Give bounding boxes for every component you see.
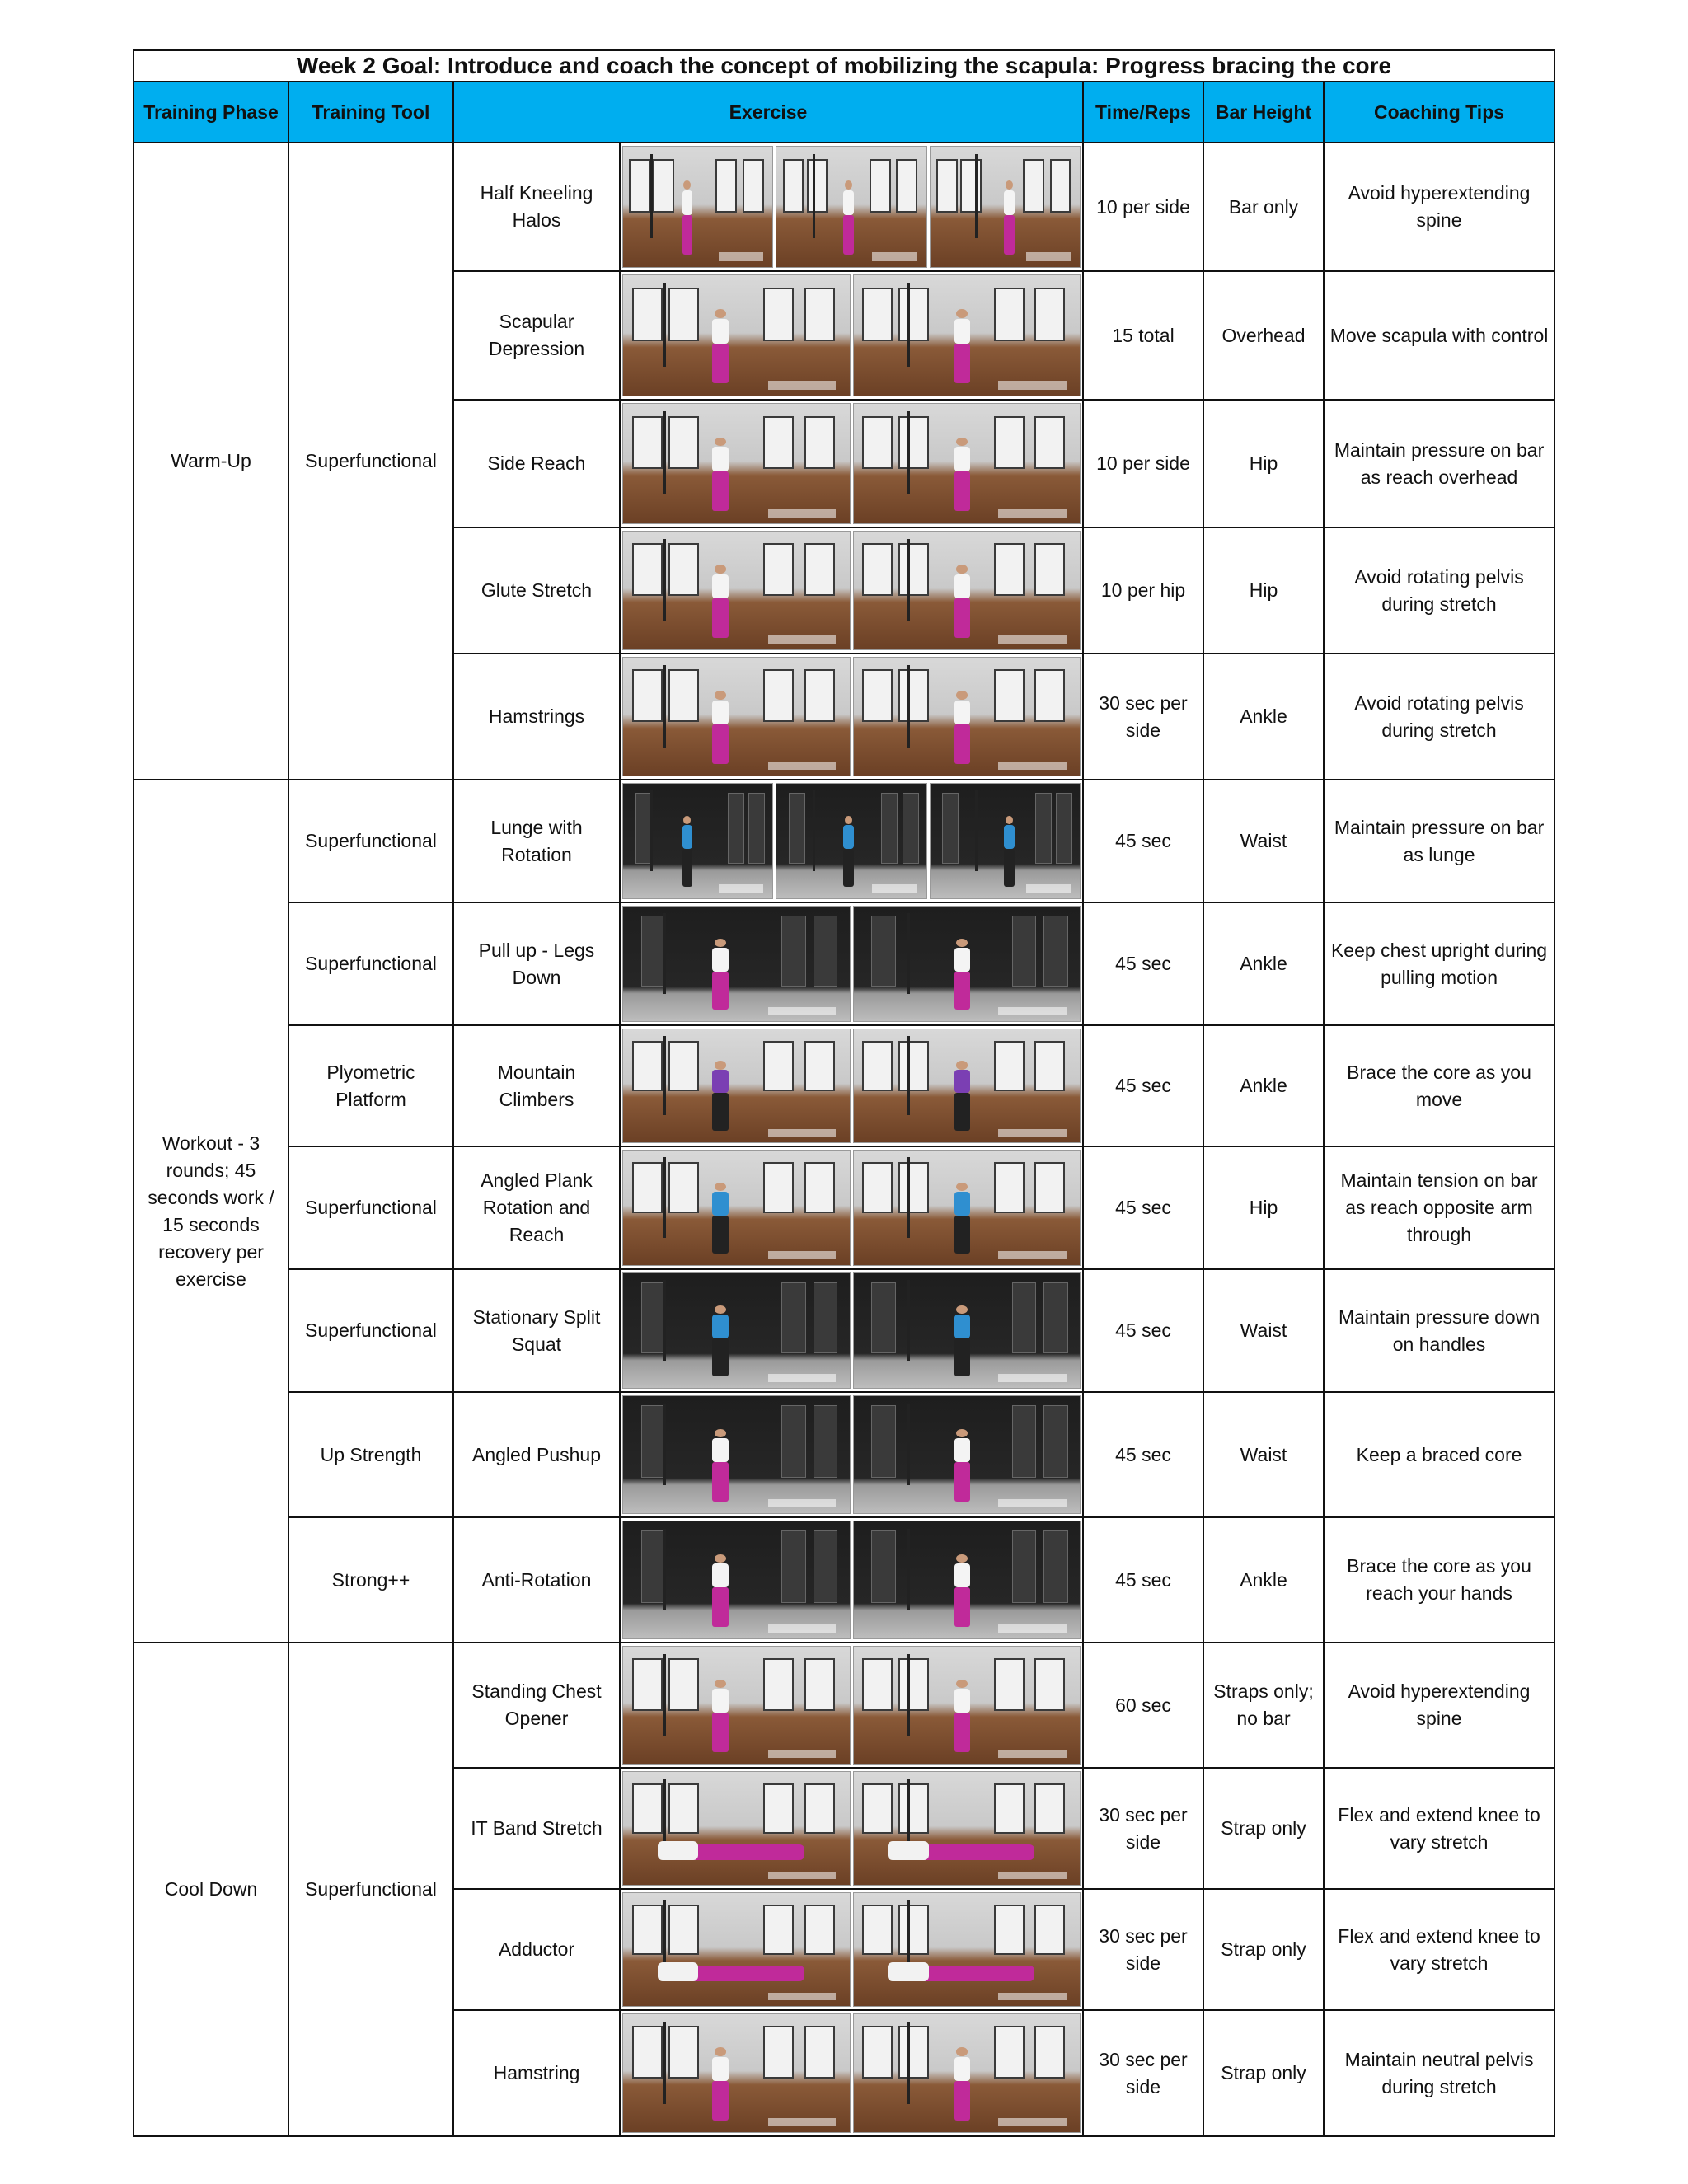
exercise-photo [622,1395,851,1514]
coaching-tip: Maintain neutral pelvis during stretch [1324,2010,1554,2136]
exercise-name: IT Band Stretch [453,1768,620,1889]
exercise-photo [853,1395,1081,1514]
exercise-row [134,143,1554,271]
time-reps: 45 sec [1083,1392,1203,1517]
exercise-photo [622,1892,851,2007]
exercise-photo [622,146,773,268]
time-reps: 10 per side [1083,400,1203,527]
exercise-photo [853,1771,1081,1886]
exercise-photo-strip [622,783,1081,899]
coaching-tip: Brace the core as you reach your hands [1324,1517,1554,1643]
bar-height: Ankle [1203,654,1324,780]
exercise-row [134,1025,1554,1146]
exercise-photo [853,403,1081,524]
exercise-photo [622,1150,851,1266]
coaching-tip: Maintain pressure on bar as lunge [1324,780,1554,902]
coaching-tip: Keep chest upright during pulling motion [1324,902,1554,1025]
exercise-photo [622,1521,851,1639]
bar-height: Ankle [1203,1517,1324,1643]
exercise-name: Scapular Depression [453,271,620,400]
exercise-images [620,780,1083,902]
exercise-photo [622,1771,851,1886]
exercise-name: Pull up - Legs Down [453,902,620,1025]
header-coaching-tips: Coaching Tips [1324,82,1554,143]
bar-height: Ankle [1203,902,1324,1025]
header-training-phase: Training Phase [134,82,288,143]
exercise-photo-strip [622,1892,1081,2007]
bar-height: Waist [1203,780,1324,902]
time-reps: 30 sec per side [1083,2010,1203,2136]
exercise-photo [930,783,1081,899]
training-tool: Strong++ [288,1517,453,1643]
bar-height: Hip [1203,400,1324,527]
bar-height: Hip [1203,1146,1324,1269]
exercise-photo [622,2013,851,2133]
exercise-photo [930,146,1081,268]
time-reps: 45 sec [1083,902,1203,1025]
exercise-row [134,1146,1554,1269]
exercise-photo-strip [622,403,1081,524]
exercise-photo [853,1646,1081,1765]
exercise-photo [622,531,851,650]
training-tool: Superfunctional [288,1146,453,1269]
exercise-name: Side Reach [453,400,620,527]
exercise-images [620,1517,1083,1643]
time-reps: 15 total [1083,271,1203,400]
coaching-tip: Flex and extend knee to vary stretch [1324,1768,1554,1889]
bar-height: Waist [1203,1392,1324,1517]
coaching-tip: Brace the core as you move [1324,1025,1554,1146]
exercise-photo [776,783,926,899]
exercise-photo [622,906,851,1022]
exercise-photo [776,146,926,268]
exercise-row [134,1517,1554,1643]
coaching-tip: Flex and extend knee to vary stretch [1324,1889,1554,2010]
coaching-tip: Avoid rotating pelvis during stretch [1324,654,1554,780]
phase-warmup: Warm-Up [134,143,288,780]
time-reps: 30 sec per side [1083,654,1203,780]
exercise-photo-strip [622,1272,1081,1389]
training-tool: Superfunctional [288,902,453,1025]
bar-height: Straps only; no bar [1203,1643,1324,1768]
exercise-photo [853,1892,1081,2007]
exercise-photo-strip [622,146,1081,268]
exercise-photo-strip [622,531,1081,650]
coaching-tip: Move scapula with control [1324,271,1554,400]
exercise-row [134,1392,1554,1517]
exercise-name: Glute Stretch [453,527,620,654]
coaching-tip: Maintain pressure on bar as reach overhead [1324,400,1554,527]
exercise-images [620,1392,1083,1517]
exercise-photo [622,403,851,524]
exercise-images [620,527,1083,654]
bar-height: Strap only [1203,1889,1324,2010]
phase-workout: Workout - 3 rounds; 45 seconds work / 15 seconds recovery per exercise [134,780,288,1643]
exercise-name: Standing Chest Opener [453,1643,620,1768]
page-title: Week 2 Goal: Introduce and coach the concept of mobilizing the scapula: Progress bracing the core [134,50,1554,82]
exercise-photo [853,1272,1081,1389]
exercise-photo-strip [622,1150,1081,1266]
exercise-photo-strip [622,2013,1081,2133]
exercise-photo [622,274,851,396]
exercise-photo-strip [622,1646,1081,1765]
training-tool: Superfunctional [288,1643,453,2136]
coaching-tip: Maintain pressure down on handles [1324,1269,1554,1392]
coaching-tip: Avoid hyperextending spine [1324,1643,1554,1768]
exercise-photo [622,783,773,899]
exercise-photo-strip [622,1771,1081,1886]
time-reps: 45 sec [1083,1146,1203,1269]
exercise-row [134,1643,1554,1768]
exercise-photo [853,2013,1081,2133]
exercise-images [620,1889,1083,2010]
coaching-tip: Avoid rotating pelvis during stretch [1324,527,1554,654]
exercise-photo-strip [622,1395,1081,1514]
coaching-tip: Keep a braced core [1324,1392,1554,1517]
exercise-photo-strip [622,1029,1081,1143]
phase-cooldown: Cool Down [134,1643,288,2136]
exercise-images [620,1146,1083,1269]
exercise-row [134,902,1554,1025]
exercise-images [620,1768,1083,1889]
exercise-name: Lunge with Rotation [453,780,620,902]
exercise-images [620,143,1083,271]
time-reps: 45 sec [1083,1269,1203,1392]
exercise-images [620,271,1083,400]
exercise-images [620,1643,1083,1768]
exercise-name: Hamstring [453,2010,620,2136]
time-reps: 45 sec [1083,1025,1203,1146]
time-reps: 30 sec per side [1083,1889,1203,2010]
time-reps: 60 sec [1083,1643,1203,1768]
exercise-photo [853,531,1081,650]
exercise-images [620,400,1083,527]
bar-height: Waist [1203,1269,1324,1392]
bar-height: Ankle [1203,1025,1324,1146]
bar-height: Overhead [1203,271,1324,400]
time-reps: 45 sec [1083,1517,1203,1643]
exercise-photo-strip [622,906,1081,1022]
training-tool: Superfunctional [288,1269,453,1392]
coaching-tip: Maintain tension on bar as reach opposite arm through [1324,1146,1554,1269]
time-reps: 10 per side [1083,143,1203,271]
header-bar-height: Bar Height [1203,82,1324,143]
exercise-photo [853,1521,1081,1639]
coaching-tip: Avoid hyperextending spine [1324,143,1554,271]
training-tool: Superfunctional [288,143,453,780]
exercise-photo [853,906,1081,1022]
exercise-images [620,902,1083,1025]
exercise-photo [853,274,1081,396]
bar-height: Strap only [1203,1768,1324,1889]
training-tool: Superfunctional [288,780,453,902]
bar-height: Hip [1203,527,1324,654]
exercise-name: Angled Pushup [453,1392,620,1517]
training-tool: Up Strength [288,1392,453,1517]
exercise-name: Stationary Split Squat [453,1269,620,1392]
exercise-images [620,1269,1083,1392]
exercise-photo [622,1272,851,1389]
training-tool: Plyometric Platform [288,1025,453,1146]
exercise-photo-strip [622,274,1081,396]
exercise-images [620,654,1083,780]
exercise-row [134,780,1554,902]
exercise-images [620,1025,1083,1146]
exercise-name: Mountain Climbers [453,1025,620,1146]
exercise-images [620,2010,1083,2136]
exercise-name: Adductor [453,1889,620,2010]
exercise-name: Hamstrings [453,654,620,780]
time-reps: 45 sec [1083,780,1203,902]
workout-plan-table [133,49,1555,2137]
time-reps: 30 sec per side [1083,1768,1203,1889]
header-time-reps: Time/Reps [1083,82,1203,143]
exercise-name: Half Kneeling Halos [453,143,620,271]
header-training-tool: Training Tool [288,82,453,143]
exercise-photo [622,1029,851,1143]
exercise-row [134,1269,1554,1392]
exercise-photo [853,1150,1081,1266]
bar-height: Strap only [1203,2010,1324,2136]
exercise-name: Anti-Rotation [453,1517,620,1643]
exercise-photo [622,657,851,776]
bar-height: Bar only [1203,143,1324,271]
time-reps: 10 per hip [1083,527,1203,654]
exercise-photo-strip [622,1521,1081,1639]
exercise-photo-strip [622,657,1081,776]
header-exercise: Exercise [453,82,1083,143]
exercise-photo [853,1029,1081,1143]
exercise-photo [622,1646,851,1765]
exercise-photo [853,657,1081,776]
exercise-name: Angled Plank Rotation and Reach [453,1146,620,1269]
